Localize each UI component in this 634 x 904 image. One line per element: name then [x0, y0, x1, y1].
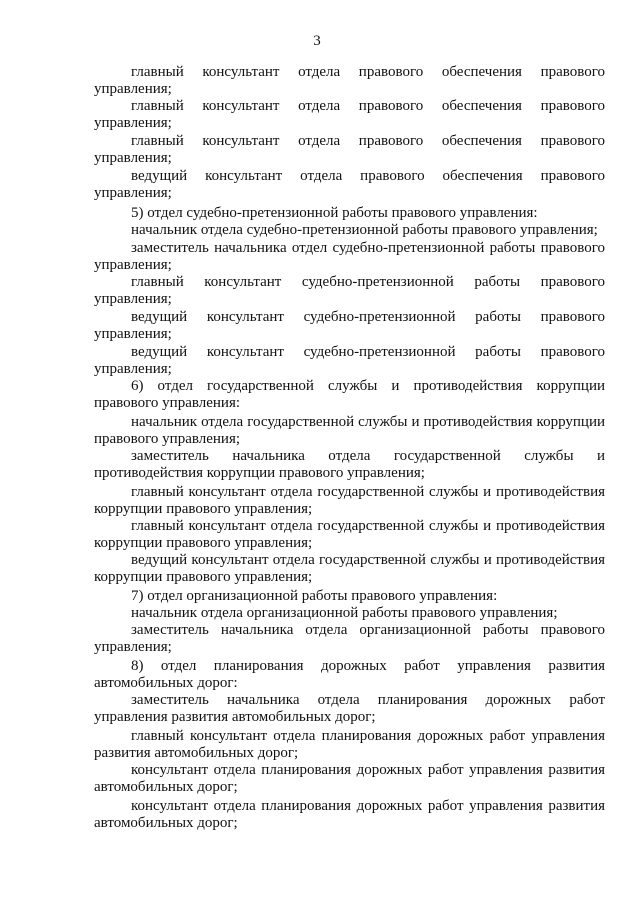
paragraph-line: ведущий консультант отдела государственной службы и противодействия — [131, 552, 605, 568]
paragraph-line: заместитель начальника отдел судебно-претензионной работы правового — [131, 240, 605, 256]
paragraph-line: консультант отдела планирования дорожных работ управления развития — [131, 762, 605, 778]
paragraph-continuation-line: коррупции правового управления; — [94, 569, 313, 585]
paragraph-line: консультант отдела планирования дорожных работ управления развития — [131, 798, 605, 814]
paragraph-continuation-line: автомобильных дорог: — [94, 675, 238, 691]
paragraph-line: ведущий консультант отдела правового обеспечения правового — [131, 168, 605, 184]
paragraph-continuation-line: управления; — [94, 291, 172, 307]
paragraph-line: ведущий консультант судебно-претензионной работы правового — [131, 344, 605, 360]
paragraph-line: начальник отдела организационной работы правового управления; — [131, 605, 558, 621]
paragraph-continuation-line: управления; — [94, 185, 172, 201]
paragraph-continuation-line: управления; — [94, 639, 172, 655]
paragraph-continuation-line: коррупции правового управления; — [94, 501, 313, 517]
paragraph-continuation-line: правового управления: — [94, 395, 241, 411]
paragraph-line: заместитель начальника отдела государственной службы и — [131, 448, 605, 464]
paragraph-continuation-line: противодействия коррупции правового управления; — [94, 465, 425, 481]
paragraph-line: 5) отдел судебно-претензионной работы правового управления: — [131, 205, 538, 221]
paragraph-line: главный консультант отдела правового обеспечения правового — [131, 64, 605, 80]
paragraph-continuation-line: коррупции правового управления; — [94, 535, 313, 551]
paragraph-continuation-line: управления; — [94, 257, 172, 273]
paragraph-line: заместитель начальника отдела организационной работы правового — [131, 622, 605, 638]
paragraph-line: начальник отдела судебно-претензионной работы правового управления; — [131, 222, 598, 238]
paragraph-continuation-line: управления; — [94, 326, 172, 342]
paragraph-continuation-line: управления; — [94, 361, 172, 377]
paragraph-line: начальник отдела государственной службы и противодействия коррупции — [131, 414, 605, 430]
paragraph-continuation-line: управления; — [94, 115, 172, 131]
paragraph-continuation-line: управления; — [94, 81, 172, 97]
paragraph-continuation-line: управления развития автомобильных дорог; — [94, 709, 376, 725]
paragraph-line: главный консультант отдела государственной службы и противодействия — [131, 518, 605, 534]
paragraph-continuation-line: управления; — [94, 150, 172, 166]
paragraph-continuation-line: правового управления; — [94, 431, 241, 447]
paragraph-line: 6) отдел государственной службы и противодействия коррупции — [131, 378, 605, 394]
paragraph-line: главный консультант отдела планирования дорожных работ управления — [131, 728, 605, 744]
paragraph-line: 7) отдел организационной работы правового управления: — [131, 588, 498, 604]
paragraph-line: главный консультант отдела государственной службы и противодействия — [131, 484, 605, 500]
paragraph-continuation-line: автомобильных дорог; — [94, 779, 238, 795]
paragraph-line: заместитель начальника отдела планирования дорожных работ — [131, 692, 605, 708]
paragraph-continuation-line: автомобильных дорог; — [94, 815, 238, 831]
paragraph-line: 8) отдел планирования дорожных работ управления развития — [131, 658, 605, 674]
paragraph-line: ведущий консультант судебно-претензионной работы правового — [131, 309, 605, 325]
paragraph-line: главный консультант отдела правового обеспечения правового — [131, 133, 605, 149]
paragraph-line: главный консультант отдела правового обеспечения правового — [131, 98, 605, 114]
paragraph-line: главный консультант судебно-претензионной работы правового — [131, 274, 605, 290]
paragraph-continuation-line: развития автомобильных дорог; — [94, 745, 299, 761]
page-number: 3 — [313, 33, 321, 49]
